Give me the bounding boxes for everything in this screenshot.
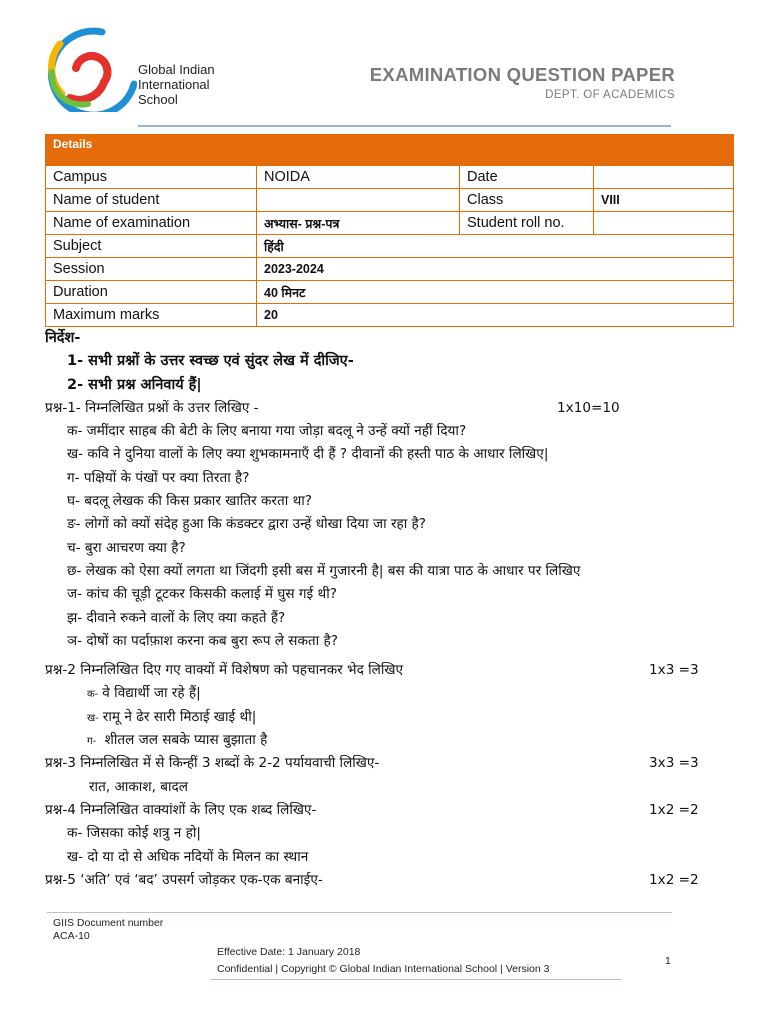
- document-number-block: [53, 917, 163, 943]
- question-1: [45, 397, 735, 420]
- header-divider: [138, 125, 671, 127]
- question-part: ख- दो या दो से अधिक नदियों के मिलन का स्थान: [67, 848, 309, 865]
- subject-value: हिंदी: [257, 235, 734, 258]
- session-value: 2023-2024: [257, 258, 734, 281]
- question-part: छ- लेखक को ऐसा क्यों लगता था जिंदगी इसी बस में गुजारनी है| बस की यात्रा पाठ के आधार पर लिखिए: [67, 562, 581, 579]
- student-name-value: [257, 189, 460, 212]
- document-number-label: GIIS Document number: [53, 917, 164, 929]
- question-part: [45, 729, 735, 752]
- question-content: [45, 327, 735, 892]
- duration-label: Duration: [46, 281, 257, 304]
- part-text: रामू ने ढेर सारी मिठाई खाई थी|: [102, 708, 257, 725]
- question-part: ग- पक्षियों के पंखों पर क्या तिरता है?: [67, 469, 250, 486]
- roll-no-label: Student roll no.: [460, 212, 594, 235]
- document-number: ACA-10: [53, 930, 90, 942]
- question-1-text: प्रश्न-1- निम्नलिखित प्रश्नों के उत्तर लिखिए -: [45, 399, 259, 416]
- school-name-line: School: [138, 92, 178, 107]
- duration-value: 40 मिनट: [257, 281, 734, 304]
- details-row: [46, 235, 734, 258]
- class-label: Class: [460, 189, 594, 212]
- question-2: [45, 659, 735, 682]
- subject-label: Subject: [46, 235, 257, 258]
- exam-name-label: Name of examination: [46, 212, 257, 235]
- exam-name-value: अभ्यास- प्रश्न-पत्र: [257, 212, 460, 235]
- question-part: ङ- लोगों को क्यों संदेह हुआ कि कंडक्टर द्वारा उन्हें धोखा दिया जा रहा है?: [67, 516, 426, 533]
- copyright-line: Confidential | Copyright © Global Indian International School | Version 3: [217, 963, 550, 975]
- question-5: [45, 869, 735, 892]
- question-part: घ- बदलू लेखक की किस प्रकार खातिर करता था?: [67, 493, 313, 510]
- question-4-marks: 1x2 =2: [649, 801, 699, 818]
- question-part: झ- दीवाने रुकने वालों के लिए क्या कहते हैं?: [67, 609, 286, 626]
- school-name: [138, 62, 215, 107]
- paper-title: EXAMINATION QUESTION PAPER: [369, 64, 675, 85]
- question-2-marks: 1x3 =3: [649, 662, 699, 679]
- part-text: शीतल जल सबके प्यास बुझाता है: [100, 732, 268, 749]
- footer-divider: [47, 912, 672, 913]
- details-row: [46, 304, 734, 327]
- effective-date: Effective Date: 1 January 2018: [217, 946, 361, 958]
- part-label: ग-: [87, 736, 97, 748]
- details-header-row: [46, 135, 734, 166]
- question-5-marks: 1x2 =2: [649, 871, 699, 888]
- campus-value: NOIDA: [257, 166, 460, 189]
- question-part: ञ- दोषों का पर्दाफ़ाश करना कब बुरा रूप ले सकता है?: [67, 632, 338, 649]
- question-1-marks: 1x10=10: [557, 399, 620, 416]
- question-4: [45, 799, 735, 822]
- question-4-text: प्रश्न-4 निम्नलिखित वाक्यांशों के लिए एक शब्द लिखिए-: [45, 801, 317, 818]
- max-marks-value: 20: [257, 304, 734, 327]
- question-part: [45, 706, 735, 729]
- instructions-heading: निर्देश-: [45, 330, 81, 346]
- school-name-line: International: [138, 77, 210, 92]
- question-part: क- जमींदार साहब की बेटी के लिए बनाया गया जोड़ा बदलू ने उन्हें क्यों नहीं दिया?: [67, 423, 467, 440]
- question-3-text: प्रश्न-3 निम्नलिखित में से किन्हीं 3 शब्दों के 2-2 पर्यायवाची लिखिए-: [45, 755, 380, 772]
- school-name-line: Global Indian: [138, 62, 215, 77]
- date-value: [594, 166, 734, 189]
- details-heading-fill: [257, 135, 734, 166]
- details-row: [46, 189, 734, 212]
- details-heading: Details: [46, 135, 257, 166]
- part-text: वे विद्यार्थी जा रहे हैं|: [102, 685, 201, 702]
- part-label: क-: [87, 689, 99, 701]
- question-3-words: रात, आकाश, बादल: [89, 778, 188, 795]
- details-row: [46, 166, 734, 189]
- class-value: VIII: [594, 189, 734, 212]
- max-marks-label: Maximum marks: [46, 304, 257, 327]
- footer-underline: [210, 979, 622, 980]
- question-part: [45, 682, 735, 705]
- roll-no-value: [594, 212, 734, 235]
- question-part: ज- कांच की चूड़ी टूटकर किसकी कलाई में घुस गई थी?: [67, 586, 337, 603]
- details-table: [45, 134, 734, 327]
- question-3: [45, 752, 735, 775]
- question-part: क- जिसका कोई शत्रु न हो|: [67, 825, 201, 842]
- question-5-text: प्रश्न-5 ‘अति’ एवं ‘बद’ उपसर्ग जोड़कर एक-एक बनाईए-: [45, 871, 323, 888]
- details-row: [46, 281, 734, 304]
- session-label: Session: [46, 258, 257, 281]
- question-2-text: प्रश्न-2 निम्नलिखित दिए गए वाक्यों में विशेषण को पहचानकर भेद लिखिए: [45, 662, 404, 679]
- question-3-marks: 3x3 =3: [649, 755, 699, 772]
- date-label: Date: [460, 166, 594, 189]
- campus-label: Campus: [46, 166, 257, 189]
- school-logo: [42, 24, 137, 112]
- instruction-item: 2- सभी प्रश्न अनिवार्य हैं|: [67, 376, 202, 393]
- student-name-label: Name of student: [46, 189, 257, 212]
- department-label: DEPT. OF ACADEMICS: [545, 89, 675, 101]
- part-label: ख-: [87, 712, 99, 724]
- question-part: ख- कवि ने दुनिया वालों के लिए क्या शुभकामनाएँ दी हैं ? दीवानों की हस्ती पाठ के आधार लिखिए|: [67, 446, 549, 463]
- details-row: [46, 212, 734, 235]
- page-number: 1: [665, 955, 671, 967]
- instruction-item: 1- सभी प्रश्नों के उत्तर स्वच्छ एवं सुंदर लेख में दीजिए-: [67, 353, 354, 370]
- question-part: च- बुरा आचरण क्या है?: [67, 539, 186, 556]
- details-row: [46, 258, 734, 281]
